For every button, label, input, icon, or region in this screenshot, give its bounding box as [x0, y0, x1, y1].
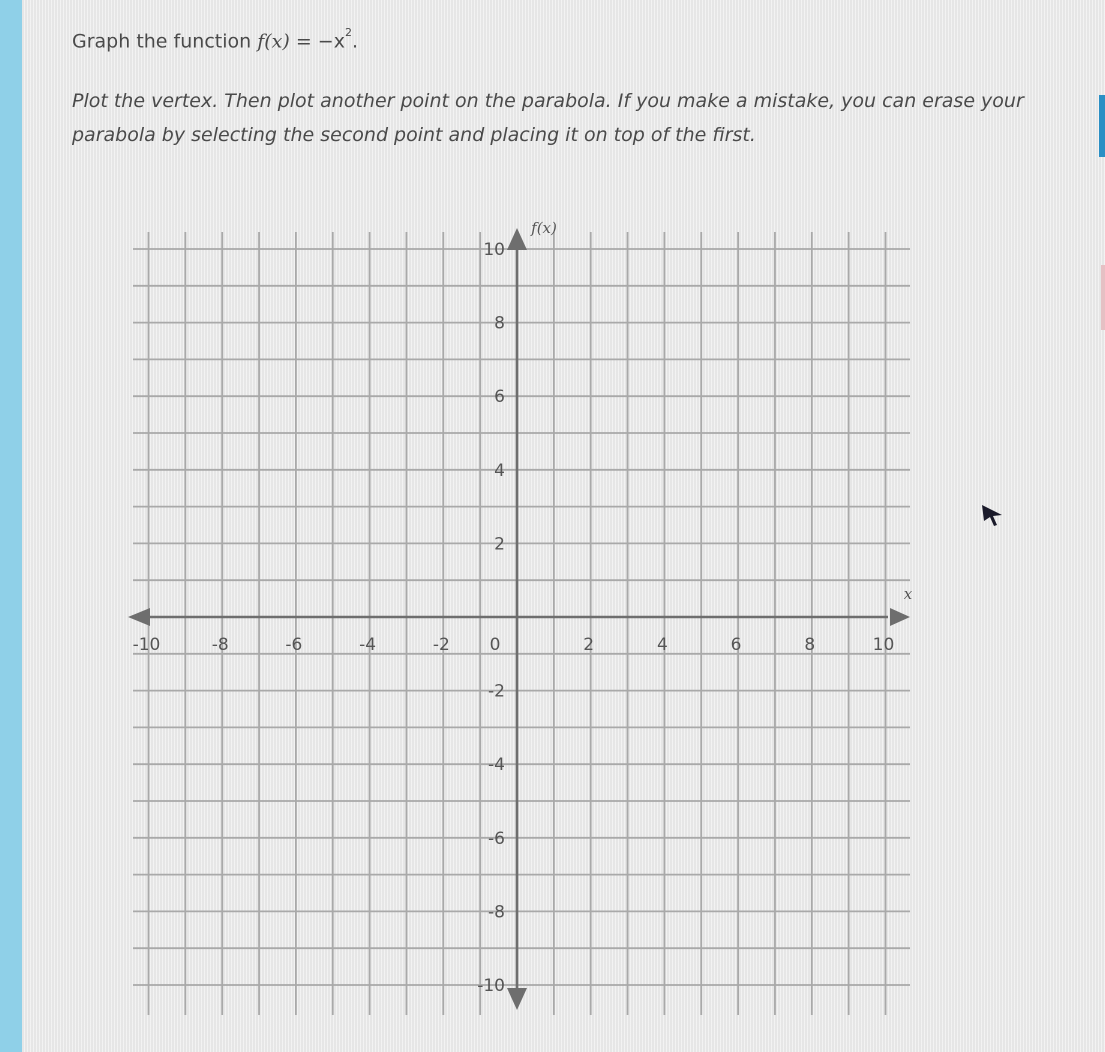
- x-tick-label: -6: [285, 635, 303, 655]
- x-tick-label: -2: [432, 635, 450, 655]
- x-axis-label: x: [903, 585, 913, 603]
- x-axis-left-arrow-icon: [128, 608, 150, 626]
- x-tick-label: 4: [656, 635, 668, 655]
- x-axis-right-arrow-icon: [890, 608, 910, 626]
- title-prefix: Graph the function: [72, 30, 258, 53]
- x-tick-label: 6: [730, 635, 742, 655]
- y-tick-label: 10: [483, 240, 505, 260]
- y-axis-label: f(x): [531, 219, 557, 237]
- y-tick-label: -8: [488, 902, 505, 923]
- x-tick-label: -4: [359, 635, 377, 655]
- function-equals: = −x: [289, 30, 345, 53]
- x-tick-label: 0: [489, 635, 501, 655]
- x-tick-label: 10: [872, 635, 895, 655]
- y-tick-label: 2: [494, 534, 505, 555]
- y-tick-label: 4: [494, 460, 505, 481]
- y-tick-label: -10: [477, 976, 505, 996]
- y-tick-label: 6: [494, 387, 505, 408]
- x-tick-label: 8: [804, 635, 816, 655]
- y-axis-up-arrow-icon: [507, 228, 527, 250]
- title-suffix: .: [351, 30, 358, 53]
- y-tick-label: -4: [488, 755, 505, 776]
- instructions-text: Plot the vertex. Then plot another point on the parabola. If you make a mistake, you can erase your parabola by selecting the second point and placing it on top of the first.: [72, 90, 1024, 146]
- function-lhs: f(x): [257, 30, 290, 53]
- x-tick-label: 2: [583, 635, 595, 655]
- y-tick-label: -6: [488, 828, 505, 849]
- function-exponent: 2: [344, 26, 352, 39]
- x-tick-label: -8: [211, 635, 229, 655]
- x-tick-label: -10: [132, 635, 161, 655]
- y-tick-label: 8: [494, 313, 505, 334]
- y-axis-down-arrow-icon: [507, 988, 527, 1010]
- y-tick-label: -2: [488, 681, 505, 702]
- mouse-cursor-icon: [980, 503, 1006, 529]
